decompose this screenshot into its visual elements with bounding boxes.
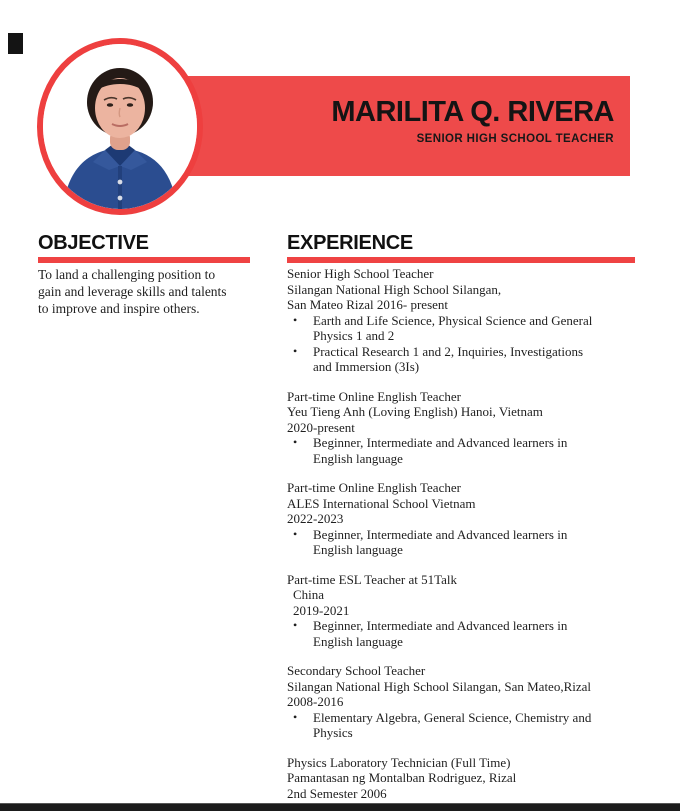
bullet-text: Beginner, Intermediate and Advanced learners in — [313, 435, 568, 450]
bullet-dot: • — [293, 343, 298, 358]
job-entry — [287, 663, 647, 741]
job-line: 2020-present — [287, 419, 355, 435]
experience-heading: EXPERIENCE — [287, 232, 413, 254]
objective-underline — [38, 257, 250, 263]
bullet-line — [287, 344, 647, 360]
bullet-text: Practical Research 1 and 2, Inquiries, Investigations — [313, 343, 584, 359]
job-line: Senior High School Teacher — [287, 266, 434, 281]
job-line: 2008-2016 — [287, 694, 344, 709]
job-line: 2nd Semester 2006 — [287, 785, 387, 801]
bullet-dot: • — [293, 312, 298, 327]
bullet-text: Beginner, Intermediate and Advanced learners in — [313, 526, 568, 542]
job-entry — [287, 480, 647, 558]
person-title: SENIOR HIGH SCHOOL TEACHER — [416, 133, 614, 145]
bullet-dot: • — [293, 526, 298, 541]
bullet-line — [287, 527, 647, 543]
job-line: Part-time ESL Teacher at 51Talk — [287, 571, 458, 587]
job-line: Part-time Online English Teacher — [287, 388, 461, 404]
bullet-line — [287, 618, 647, 634]
profile-photo — [37, 38, 203, 215]
job-line: Secondary School Teacher — [287, 663, 426, 678]
bullet-text: Elementary Algebra, General Science, Chemistry and — [313, 709, 592, 725]
job-line: and Immersion (3Is) — [313, 359, 420, 374]
bullet-line — [287, 710, 647, 726]
bullet-dot: • — [293, 709, 298, 724]
corner-artifact — [8, 33, 23, 54]
job-line: English language — [313, 450, 403, 466]
job-line: China — [293, 587, 325, 602]
bullet-line — [287, 435, 647, 451]
job-line: 2019-2021 — [293, 602, 350, 618]
objective-line: To land a challenging position to — [38, 267, 216, 282]
job-entry — [287, 389, 647, 467]
bullet-line — [287, 313, 647, 329]
bullet-dot: • — [293, 435, 298, 449]
job-line: Physics Laboratory Technician (Full Time) — [287, 754, 511, 770]
job-line: Yeu Tieng Anh (Loving English) Hanoi, Vietnam — [287, 404, 543, 419]
job-entry — [287, 755, 647, 802]
job-line: ALES International School Vietnam — [287, 495, 476, 511]
job-line: Physics 1 and 2 — [313, 328, 395, 343]
profile-photo-illustration — [43, 44, 197, 209]
job-line: English language — [313, 633, 403, 649]
experience-jobs — [287, 266, 647, 811]
job-line: English language — [313, 542, 403, 557]
bullet-text: Beginner, Intermediate and Advanced learners in — [313, 618, 568, 633]
objective-line: gain and leverage skills and talents — [38, 284, 227, 299]
job-line: Part-time Online English Teacher — [287, 480, 461, 495]
person-name: MARILITA Q. RIVERA — [331, 96, 614, 128]
objective-heading: OBJECTIVE — [38, 232, 149, 254]
bullet-dot: • — [293, 618, 298, 632]
job-line: Silangan National High School Silangan, — [287, 281, 502, 297]
job-line: Silangan National High School Silangan, San Mateo,Rizal — [287, 678, 592, 694]
objective-text — [38, 266, 268, 317]
bottom-bar — [0, 803, 680, 811]
experience-underline — [287, 257, 635, 263]
job-line: Physics — [313, 725, 353, 740]
job-line: 2022-2023 — [287, 511, 344, 526]
job-line: Pamantasan ng Montalban Rodriguez, Rizal — [287, 770, 517, 785]
objective-line: to improve and inspire others. — [38, 301, 200, 316]
bullet-text: Earth and Life Science, Physical Science and General — [313, 312, 593, 328]
job-line: San Mateo Rizal 2016- present — [287, 297, 449, 312]
job-entry — [287, 572, 647, 650]
job-entry — [287, 266, 647, 375]
